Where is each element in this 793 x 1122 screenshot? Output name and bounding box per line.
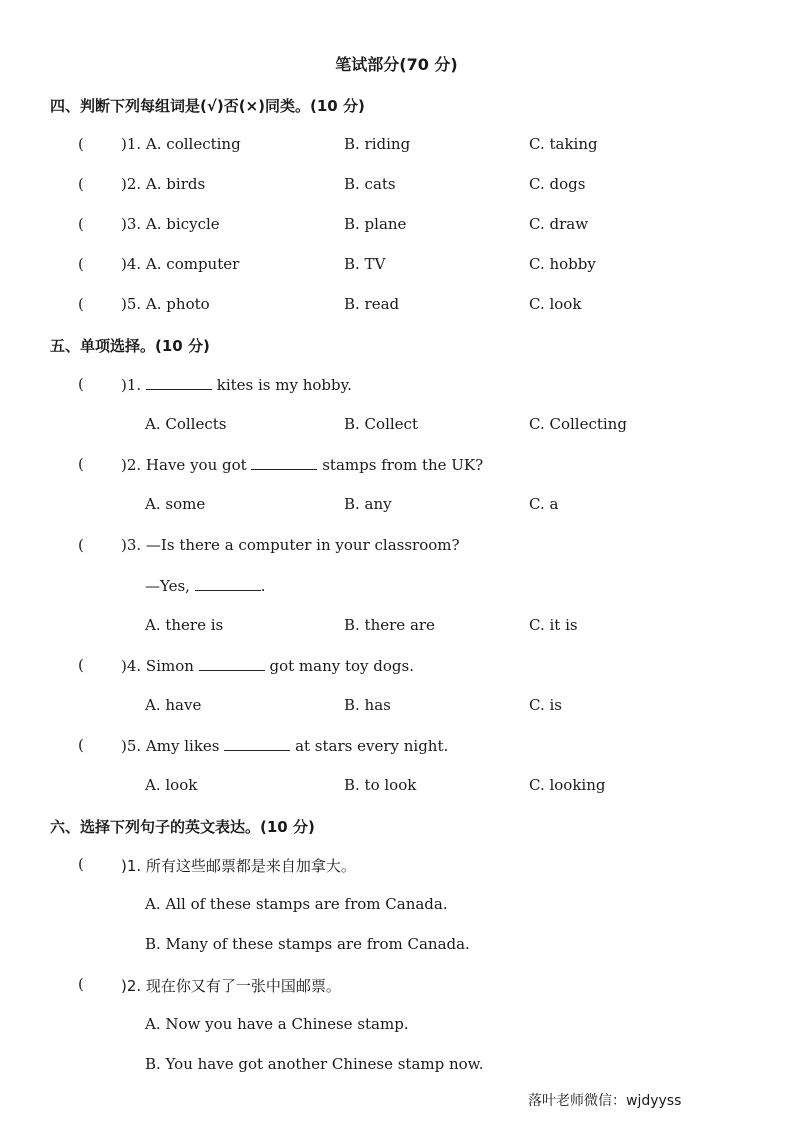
question-stem-pre: )2. Have you got <box>121 456 247 474</box>
option-c: C. Collecting <box>529 415 627 433</box>
question-1-stem: )1. 所有这些邮票都是来自加拿大。 <box>121 857 356 875</box>
answer-paren[interactable]: ( <box>78 975 84 993</box>
answer-paren[interactable]: ( <box>78 536 84 554</box>
option-a: A. Collects <box>145 415 227 433</box>
option-a: A. have <box>145 696 202 714</box>
answer-paren[interactable]: ( <box>78 455 84 473</box>
option-a: A. look <box>145 776 198 794</box>
item-option-a: )1. A. collecting <box>121 135 241 153</box>
item-option-c: C. hobby <box>529 255 596 273</box>
option-b: B. any <box>344 495 392 513</box>
item-option-b: B. read <box>344 295 400 313</box>
fill-blank[interactable] <box>146 375 212 390</box>
question-stem-post: . <box>260 577 266 595</box>
question-2-stem <box>121 455 483 474</box>
answer-paren[interactable]: ( <box>78 175 84 193</box>
option-c: C. it is <box>529 616 578 634</box>
answer-paren[interactable]: ( <box>78 656 84 674</box>
option-b: B. to look <box>344 776 417 794</box>
question-stem-post: at stars every night. <box>295 737 449 755</box>
question-stem-post: got many toy dogs. <box>269 657 414 675</box>
option-a: A. Now you have a Chinese stamp. <box>145 1015 409 1033</box>
question-1-stem <box>121 375 352 394</box>
answer-paren[interactable]: ( <box>78 255 84 273</box>
item-option-a: )2. A. birds <box>121 175 206 193</box>
answer-paren[interactable]: ( <box>78 736 84 754</box>
fill-blank[interactable] <box>199 656 265 671</box>
option-c: C. looking <box>529 776 606 794</box>
item-option-c: C. dogs <box>529 175 586 193</box>
question-2-stem: )2. 现在你又有了一张中国邮票。 <box>121 977 341 995</box>
section6-heading: 六、选择下列句子的英文表达。(10 分) <box>50 818 315 836</box>
option-c: C. is <box>529 696 562 714</box>
option-b: B. Many of these stamps are from Canada. <box>145 935 470 953</box>
option-a: A. there is <box>145 616 224 634</box>
option-c: C. a <box>529 495 559 513</box>
question-stem-post: kites is my hobby. <box>216 376 352 394</box>
item-option-b: B. riding <box>344 135 411 153</box>
answer-paren[interactable]: ( <box>78 135 84 153</box>
item-option-c: C. taking <box>529 135 598 153</box>
option-a: A. some <box>145 495 206 513</box>
option-b: B. there are <box>344 616 435 634</box>
answer-paren[interactable]: ( <box>78 215 84 233</box>
question-3-response <box>145 576 266 595</box>
item-option-b: B. TV <box>344 255 386 273</box>
fill-blank[interactable] <box>251 455 317 470</box>
question-3-stem: )3. —Is there a computer in your classroom? <box>121 536 460 554</box>
page-title: 笔试部分(70 分) <box>335 55 458 74</box>
item-option-a: )5. A. photo <box>121 295 210 313</box>
item-option-b: B. plane <box>344 215 407 233</box>
question-stem-pre: )5. Amy likes <box>121 737 220 755</box>
answer-paren[interactable]: ( <box>78 855 84 873</box>
option-b: B. has <box>344 696 391 714</box>
question-stem-post: stamps from the UK? <box>322 456 484 474</box>
question-5-stem <box>121 736 448 755</box>
item-option-c: C. look <box>529 295 582 313</box>
item-option-c: C. draw <box>529 215 589 233</box>
item-option-b: B. cats <box>344 175 396 193</box>
question-4-stem <box>121 656 414 675</box>
section5-heading: 五、单项选择。(10 分) <box>50 337 210 355</box>
answer-paren[interactable]: ( <box>78 295 84 313</box>
option-a: A. All of these stamps are from Canada. <box>145 895 448 913</box>
fill-blank[interactable] <box>224 736 290 751</box>
answer-paren[interactable]: ( <box>78 375 84 393</box>
item-option-a: )4. A. computer <box>121 255 240 273</box>
footer-contact: 落叶老师微信：wjdyyss <box>528 1093 682 1109</box>
question-stem-pre: )1. <box>121 376 142 394</box>
option-b: B. Collect <box>344 415 418 433</box>
item-option-a: )3. A. bicycle <box>121 215 220 233</box>
question-stem-pre: —Yes, <box>145 577 190 595</box>
question-stem-pre: )4. Simon <box>121 657 194 675</box>
option-b: B. You have got another Chinese stamp now. <box>145 1055 484 1073</box>
fill-blank[interactable] <box>195 576 261 591</box>
section4-heading: 四、判断下列每组词是(√)否(×)同类。(10 分) <box>50 97 365 115</box>
